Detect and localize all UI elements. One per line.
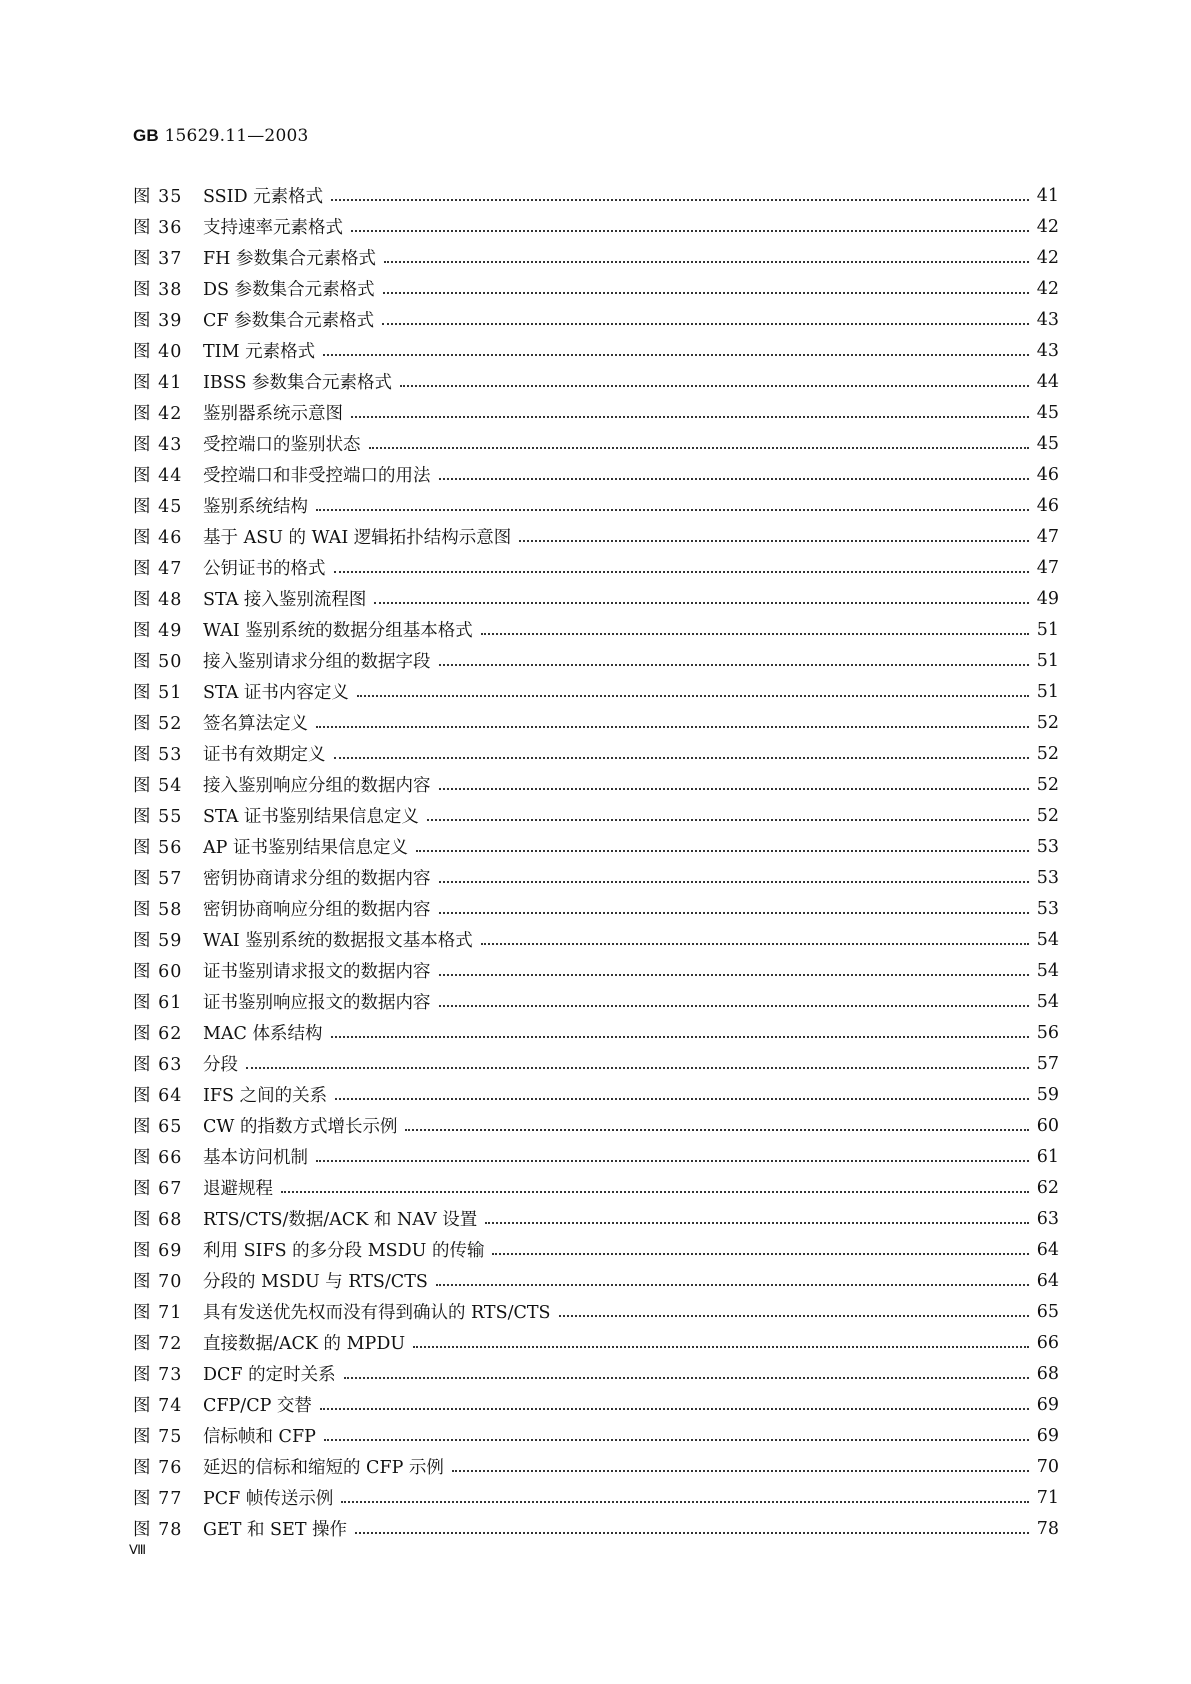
standard-number: 15629.11—2003 [164, 126, 309, 146]
dot-leader [439, 973, 1029, 976]
page-number: 52 [1036, 712, 1059, 733]
page-number: 46 [1036, 495, 1059, 516]
figure-title: 具有发送优先权而没有得到确认的 RTS/CTS [203, 1303, 551, 1323]
figure-title: 支持速率元素格式 [203, 218, 343, 238]
dot-leader [405, 1128, 1028, 1131]
figure-entry[interactable] [133, 242, 1059, 273]
page-number: 44 [1036, 371, 1059, 392]
figure-title: 延迟的信标和缩短的 CFP 示例 [203, 1458, 444, 1478]
figure-number: 图 50 [133, 652, 183, 672]
page-number: 54 [1036, 960, 1059, 981]
figure-list [133, 180, 1059, 1544]
figure-number: 图 58 [133, 900, 183, 920]
figure-entry[interactable] [133, 924, 1059, 955]
figure-title: 信标帧和 CFP [203, 1427, 316, 1447]
figure-title: GET 和 SET 操作 [203, 1520, 348, 1540]
figure-title: CF 参数集合元素格式 [203, 311, 375, 331]
page-number: 65 [1036, 1301, 1059, 1322]
figure-title: MAC 体系结构 [203, 1024, 323, 1044]
dot-leader [439, 787, 1029, 790]
page-number: 64 [1036, 1270, 1059, 1291]
dot-leader [323, 353, 1029, 356]
figure-title: STA 证书内容定义 [203, 683, 349, 703]
figure-title: SSID 元素格式 [203, 187, 324, 207]
page-number: 59 [1036, 1084, 1059, 1105]
figure-number: 图 73 [133, 1365, 183, 1385]
figure-title: 接入鉴别响应分组的数据内容 [203, 776, 431, 796]
page-number: 54 [1036, 991, 1059, 1012]
figure-number: 图 53 [133, 745, 183, 765]
figure-title: 密钥协商请求分组的数据内容 [203, 869, 431, 889]
figure-number: 图 74 [133, 1396, 183, 1416]
figure-title: 分段的 MSDU 与 RTS/CTS [203, 1272, 428, 1292]
page-number: 52 [1036, 805, 1059, 826]
figure-number: 图 77 [133, 1489, 183, 1509]
dot-leader [351, 229, 1029, 232]
figure-entry[interactable] [133, 335, 1059, 366]
figure-entry[interactable] [133, 707, 1059, 738]
dot-leader [559, 1314, 1029, 1317]
page-number: 47 [1036, 526, 1059, 547]
page-number: 64 [1036, 1239, 1059, 1260]
page-number: 63 [1036, 1208, 1059, 1229]
dot-leader [344, 1376, 1029, 1379]
figure-number: 图 67 [133, 1179, 183, 1199]
figure-entry[interactable] [133, 1048, 1059, 1079]
figure-title: 密钥协商响应分组的数据内容 [203, 900, 431, 920]
page-number: 57 [1036, 1053, 1059, 1074]
page-footer-numeral: Ⅷ [129, 1542, 146, 1557]
document-header [133, 126, 309, 146]
figure-title: IFS 之间的关系 [203, 1086, 328, 1106]
figure-number: 图 43 [133, 435, 183, 455]
figure-number: 图 41 [133, 373, 183, 393]
figure-number: 图 76 [133, 1458, 183, 1478]
dot-leader [316, 508, 1029, 511]
figure-number: 图 78 [133, 1520, 183, 1540]
dot-leader [439, 1004, 1029, 1007]
figure-entry[interactable] [133, 769, 1059, 800]
figure-number: 图 56 [133, 838, 183, 858]
figure-entry[interactable] [133, 1451, 1059, 1482]
page-number: 70 [1036, 1456, 1059, 1477]
figure-number: 图 70 [133, 1272, 183, 1292]
page-number: 71 [1036, 1487, 1059, 1508]
figure-entry[interactable] [133, 645, 1059, 676]
page-number: 49 [1036, 588, 1059, 609]
figure-number: 图 35 [133, 187, 183, 207]
dot-leader [334, 570, 1029, 573]
figure-entry[interactable] [133, 1420, 1059, 1451]
figure-number: 图 40 [133, 342, 183, 362]
figure-title: 证书有效期定义 [203, 745, 326, 765]
figure-title: PCF 帧传送示例 [203, 1489, 334, 1509]
dot-leader [439, 477, 1029, 480]
figure-title: 直接数据/ACK 的 MPDU [203, 1334, 406, 1354]
figure-number: 图 47 [133, 559, 183, 579]
figure-number: 图 68 [133, 1210, 183, 1230]
page-number: 45 [1036, 433, 1059, 454]
page-number: 68 [1036, 1363, 1059, 1384]
page-number: 61 [1036, 1146, 1059, 1167]
figure-title: 受控端口的鉴别状态 [203, 435, 361, 455]
figure-entry[interactable] [133, 893, 1059, 924]
figure-number: 图 75 [133, 1427, 183, 1447]
standard-code: GB [133, 126, 159, 145]
figure-entry[interactable] [133, 1265, 1059, 1296]
figure-title: WAI 鉴别系统的数据报文基本格式 [203, 931, 473, 951]
page-number: 41 [1036, 185, 1059, 206]
page-number: 78 [1036, 1518, 1059, 1539]
dot-leader [334, 756, 1029, 759]
figure-title: CW 的指数方式增长示例 [203, 1117, 398, 1137]
page-number: 56 [1036, 1022, 1059, 1043]
figure-entry[interactable] [133, 1017, 1059, 1048]
figure-number: 图 59 [133, 931, 183, 951]
dot-leader [416, 849, 1029, 852]
figure-title: 接入鉴别请求分组的数据字段 [203, 652, 431, 672]
figure-number: 图 66 [133, 1148, 183, 1168]
page-number: 69 [1036, 1394, 1059, 1415]
dot-leader [439, 880, 1029, 883]
figure-number: 图 65 [133, 1117, 183, 1137]
figure-number: 图 64 [133, 1086, 183, 1106]
dot-leader [246, 1066, 1029, 1069]
figure-entry[interactable] [133, 552, 1059, 583]
figure-number: 图 49 [133, 621, 183, 641]
figure-number: 图 36 [133, 218, 183, 238]
figure-entry[interactable] [133, 1327, 1059, 1358]
figure-title: 签名算法定义 [203, 714, 308, 734]
dot-leader [481, 632, 1029, 635]
figure-title: FH 参数集合元素格式 [203, 249, 376, 269]
figure-title: 分段 [203, 1055, 238, 1075]
figure-title: DCF 的定时关系 [203, 1365, 336, 1385]
figure-title: 证书鉴别响应报文的数据内容 [203, 993, 431, 1013]
dot-leader [374, 601, 1028, 604]
page-number: 53 [1036, 898, 1059, 919]
figure-entry[interactable] [133, 490, 1059, 521]
dot-leader [281, 1190, 1029, 1193]
figure-title: WAI 鉴别系统的数据分组基本格式 [203, 621, 473, 641]
figure-title: 证书鉴别请求报文的数据内容 [203, 962, 431, 982]
dot-leader [452, 1469, 1029, 1472]
dot-leader [335, 1097, 1029, 1100]
dot-leader [357, 694, 1029, 697]
page-number: 53 [1036, 867, 1059, 888]
figure-number: 图 69 [133, 1241, 183, 1261]
figure-number: 图 62 [133, 1024, 183, 1044]
figure-entry[interactable] [133, 211, 1059, 242]
dot-leader [316, 1159, 1029, 1162]
dot-leader [355, 1531, 1029, 1534]
dot-leader [331, 198, 1029, 201]
figure-number: 图 57 [133, 869, 183, 889]
dot-leader [369, 446, 1029, 449]
figure-entry[interactable] [133, 428, 1059, 459]
page-number: 51 [1036, 619, 1059, 640]
figure-entry[interactable] [133, 831, 1059, 862]
figure-number: 图 37 [133, 249, 183, 269]
figure-entry[interactable] [133, 1389, 1059, 1420]
dot-leader [351, 415, 1029, 418]
figure-entry[interactable] [133, 1296, 1059, 1327]
figure-title: 受控端口和非受控端口的用法 [203, 466, 431, 486]
page-number: 42 [1036, 247, 1059, 268]
figure-entry[interactable] [133, 180, 1059, 211]
figure-title: IBSS 参数集合元素格式 [203, 373, 393, 393]
figure-title: AP 证书鉴别结果信息定义 [203, 838, 408, 858]
dot-leader [382, 322, 1029, 325]
figure-entry[interactable] [133, 366, 1059, 397]
page-number: 53 [1036, 836, 1059, 857]
figure-entry[interactable] [133, 676, 1059, 707]
figure-entry[interactable] [133, 800, 1059, 831]
figure-number: 图 44 [133, 466, 183, 486]
page-number: 45 [1036, 402, 1059, 423]
dot-leader [427, 818, 1029, 821]
page-number: 62 [1036, 1177, 1059, 1198]
figure-number: 图 38 [133, 280, 183, 300]
dot-leader [485, 1221, 1028, 1224]
dot-leader [324, 1438, 1029, 1441]
page-number: 52 [1036, 774, 1059, 795]
page-number: 54 [1036, 929, 1059, 950]
page-number: 42 [1036, 216, 1059, 237]
figure-number: 图 72 [133, 1334, 183, 1354]
figure-title: 基于 ASU 的 WAI 逻辑拓扑结构示意图 [203, 528, 512, 548]
page-number: 60 [1036, 1115, 1059, 1136]
page-number: 43 [1036, 340, 1059, 361]
figure-entry[interactable] [133, 738, 1059, 769]
dot-leader [320, 1407, 1029, 1410]
figure-entry[interactable] [133, 1079, 1059, 1110]
figure-number: 图 39 [133, 311, 183, 331]
dot-leader [481, 942, 1029, 945]
dot-leader [316, 725, 1029, 728]
figure-title: TIM 元素格式 [203, 342, 316, 362]
page-number: 43 [1036, 309, 1059, 330]
figure-title: 公钥证书的格式 [203, 559, 326, 579]
figure-entry[interactable] [133, 862, 1059, 893]
figure-entry[interactable] [133, 986, 1059, 1017]
figure-title: 退避规程 [203, 1179, 273, 1199]
figure-entry[interactable] [133, 459, 1059, 490]
figure-number: 图 61 [133, 993, 183, 1013]
figure-title: STA 证书鉴别结果信息定义 [203, 807, 419, 827]
page-number: 46 [1036, 464, 1059, 485]
dot-leader [519, 539, 1028, 542]
dot-leader [400, 384, 1029, 387]
page-number: 47 [1036, 557, 1059, 578]
dot-leader [341, 1500, 1028, 1503]
figure-entry[interactable] [133, 1172, 1059, 1203]
figure-entry[interactable] [133, 397, 1059, 428]
figure-title: RTS/CTS/数据/ACK 和 NAV 设置 [203, 1210, 478, 1230]
figure-title: DS 参数集合元素格式 [203, 280, 375, 300]
figure-title: STA 接入鉴别流程图 [203, 590, 367, 610]
figure-number: 图 71 [133, 1303, 183, 1323]
figure-entry[interactable] [133, 614, 1059, 645]
figure-entry[interactable] [133, 1513, 1059, 1544]
figure-title: 鉴别器系统示意图 [203, 404, 343, 424]
page-number: 52 [1036, 743, 1059, 764]
figure-entry[interactable] [133, 1482, 1059, 1513]
figure-title: 鉴别系统结构 [203, 497, 308, 517]
figure-number: 图 46 [133, 528, 183, 548]
figure-number: 图 63 [133, 1055, 183, 1075]
page-number: 51 [1036, 681, 1059, 702]
figure-entry[interactable] [133, 521, 1059, 552]
figure-entry[interactable] [133, 1358, 1059, 1389]
figure-entry[interactable] [133, 955, 1059, 986]
dot-leader [384, 260, 1029, 263]
dot-leader [331, 1035, 1029, 1038]
dot-leader [439, 663, 1029, 666]
figure-entry[interactable] [133, 304, 1059, 335]
figure-number: 图 52 [133, 714, 183, 734]
figure-title: 利用 SIFS 的多分段 MSDU 的传输 [203, 1241, 485, 1261]
dot-leader [439, 911, 1029, 914]
figure-number: 图 60 [133, 962, 183, 982]
figure-entry[interactable] [133, 583, 1059, 614]
dot-leader [383, 291, 1029, 294]
figure-title: 基本访问机制 [203, 1148, 308, 1168]
figure-number: 图 51 [133, 683, 183, 703]
page-number: 69 [1036, 1425, 1059, 1446]
page-number: 66 [1036, 1332, 1059, 1353]
dot-leader [413, 1345, 1029, 1348]
figure-entry[interactable] [133, 1141, 1059, 1172]
figure-number: 图 54 [133, 776, 183, 796]
figure-entry[interactable] [133, 273, 1059, 304]
dot-leader [436, 1283, 1029, 1286]
page-number: 51 [1036, 650, 1059, 671]
figure-entry[interactable] [133, 1110, 1059, 1141]
figure-number: 图 45 [133, 497, 183, 517]
figure-title: CFP/CP 交替 [203, 1396, 312, 1416]
figure-entry[interactable] [133, 1203, 1059, 1234]
figure-number: 图 55 [133, 807, 183, 827]
figure-number: 图 48 [133, 590, 183, 610]
page-number: 42 [1036, 278, 1059, 299]
dot-leader [492, 1252, 1028, 1255]
figure-entry[interactable] [133, 1234, 1059, 1265]
figure-number: 图 42 [133, 404, 183, 424]
